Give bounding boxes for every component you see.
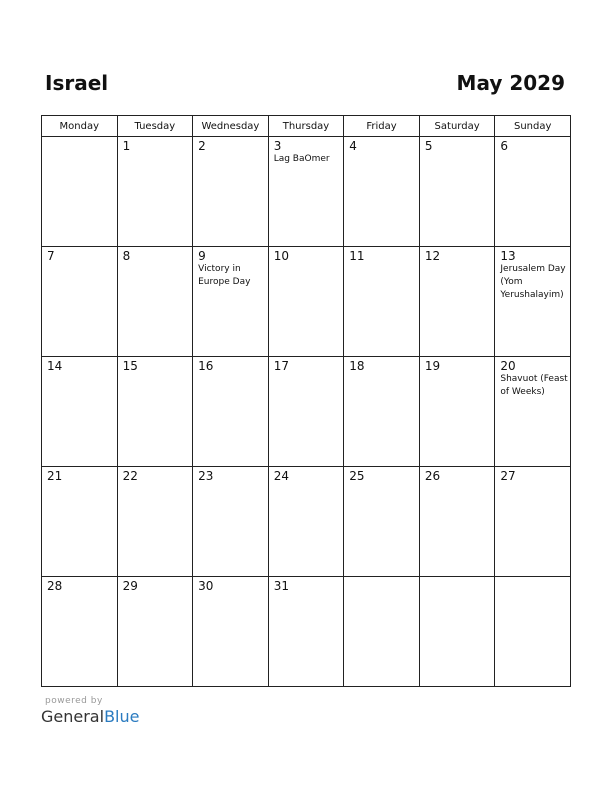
day-cell — [344, 577, 420, 687]
day-cell — [268, 357, 344, 467]
week-row — [42, 137, 571, 247]
day-number: 24 — [273, 469, 289, 483]
day-cell — [117, 577, 193, 687]
day-number: 16 — [198, 359, 214, 373]
day-cell — [344, 247, 420, 357]
day-cell — [495, 577, 571, 687]
day-cell — [42, 357, 118, 467]
week-row — [42, 577, 571, 687]
day-cell — [419, 357, 495, 467]
week-row — [42, 357, 571, 467]
day-cell — [193, 247, 269, 357]
day-cell — [344, 467, 420, 577]
day-cell — [495, 357, 571, 467]
day-number: 12 — [424, 249, 441, 263]
day-cell — [117, 137, 193, 247]
day-number — [420, 577, 495, 579]
day-number: 6 — [500, 139, 509, 153]
day-number: 21 — [47, 469, 63, 483]
weekday-thursday: Thursday — [268, 116, 344, 137]
weekday-friday: Friday — [344, 116, 420, 137]
day-number: 3 — [273, 139, 282, 153]
month-year-title: May 2029 — [456, 71, 565, 95]
calendar-grid — [41, 115, 571, 687]
day-cell — [193, 137, 269, 247]
day-cell — [344, 137, 420, 247]
day-number: 30 — [198, 579, 214, 593]
brand-general: General — [41, 707, 105, 726]
day-cell — [42, 467, 118, 577]
brand-blue: Blue — [104, 707, 140, 726]
country-title: Israel — [45, 71, 109, 95]
day-number: 26 — [424, 469, 441, 483]
day-cell — [193, 357, 269, 467]
day-number: 7 — [47, 249, 55, 263]
weekday-header-row — [42, 116, 571, 137]
day-cell — [117, 467, 193, 577]
day-number: 5 — [424, 139, 433, 153]
holiday-label: Lag BaOmer — [273, 154, 330, 164]
day-number — [42, 137, 117, 139]
holiday-label: Shavuot (Feast of Weeks) — [500, 374, 568, 397]
day-cell — [268, 577, 344, 687]
footer — [41, 696, 139, 726]
day-number: 27 — [500, 469, 516, 483]
day-number: 14 — [47, 359, 63, 373]
day-number: 11 — [349, 249, 365, 263]
day-cell — [495, 137, 571, 247]
day-number: 23 — [198, 469, 214, 483]
weekday-saturday: Saturday — [419, 116, 495, 137]
day-number: 1 — [122, 139, 131, 153]
day-cell — [344, 357, 420, 467]
day-number: 13 — [500, 249, 516, 263]
day-number: 18 — [349, 359, 365, 373]
day-cell — [268, 137, 344, 247]
day-number: 22 — [122, 469, 138, 483]
day-number: 29 — [122, 579, 138, 593]
day-cell — [419, 577, 495, 687]
weekday-tuesday: Tuesday — [117, 116, 193, 137]
day-cell — [42, 577, 118, 687]
day-number: 28 — [47, 579, 63, 593]
day-cell — [268, 467, 344, 577]
week-row — [42, 247, 571, 357]
day-number: 20 — [500, 359, 516, 373]
powered-by-text: powered by — [45, 696, 103, 706]
day-cell — [495, 467, 571, 577]
holiday-label: Jerusalem Day (Yom Yerushalayim) — [500, 264, 566, 300]
day-cell — [193, 467, 269, 577]
day-cell — [117, 357, 193, 467]
day-number: 25 — [349, 469, 365, 483]
day-number: 10 — [273, 249, 289, 263]
day-number: 4 — [349, 139, 357, 153]
day-cell — [419, 137, 495, 247]
day-number: 9 — [198, 249, 206, 263]
day-cell — [117, 247, 193, 357]
day-number: 8 — [122, 249, 131, 263]
day-number: 15 — [122, 359, 138, 373]
day-cell — [268, 247, 344, 357]
day-cell — [42, 137, 118, 247]
day-cell — [42, 247, 118, 357]
day-cell — [419, 247, 495, 357]
week-row — [42, 467, 571, 577]
day-number — [344, 577, 419, 579]
day-number: 31 — [273, 579, 289, 593]
day-number: 17 — [273, 359, 289, 373]
weekday-wednesday: Wednesday — [193, 116, 269, 137]
day-number: 19 — [424, 359, 441, 373]
day-cell — [193, 577, 269, 687]
holiday-label: Victory in Europe Day — [198, 264, 251, 287]
generalblue-logo — [41, 707, 139, 726]
day-cell — [419, 467, 495, 577]
weekday-sunday: Sunday — [495, 116, 571, 137]
weekday-monday: Monday — [42, 116, 118, 137]
day-number: 2 — [198, 139, 206, 153]
day-cell — [495, 247, 571, 357]
day-number — [495, 577, 570, 579]
